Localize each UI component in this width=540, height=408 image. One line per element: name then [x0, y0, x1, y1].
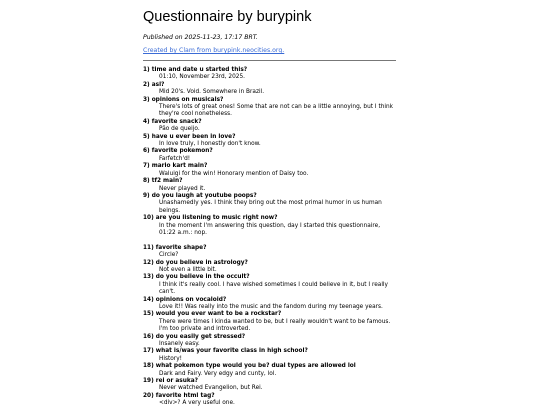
- question: 11) favorite shape?: [143, 244, 207, 251]
- qa-item: [143, 274, 395, 296]
- page-title: Questionnaire by burypink: [143, 9, 312, 25]
- qa-item: [143, 363, 395, 378]
- answer: Never watched Evangelion, but Rei.: [159, 385, 263, 392]
- question: 10) are you listening to music right now?: [143, 215, 278, 222]
- question: 20) favorite html tag?: [143, 392, 215, 399]
- question: 5) have u ever been in love?: [143, 133, 236, 140]
- credit-link[interactable]: Created by Clam from burypink.neocities.org.: [143, 47, 285, 54]
- question: 9) do you laugh at youtube poops?: [143, 192, 257, 199]
- qa-item: [143, 193, 395, 215]
- answer: Pão de queijo.: [159, 126, 200, 133]
- question: 18) what pokemon type would you be? dual types are allowed lol: [143, 363, 356, 370]
- qa-item: [143, 178, 395, 193]
- question: 2) asl?: [143, 81, 165, 88]
- answer: Insanely easy.: [159, 341, 200, 348]
- qa-item: [143, 378, 395, 393]
- qa-item: [143, 67, 395, 82]
- answer: 01:10, November 23rd, 2025.: [159, 74, 246, 81]
- answer: In love truly, I honestly don't know.: [159, 141, 261, 148]
- divider: [143, 60, 396, 61]
- qa-item: [143, 348, 395, 363]
- question: 16) do you easily get stressed?: [143, 333, 246, 340]
- qa-item: [143, 297, 395, 312]
- question: 6) favorite pokemon?: [143, 148, 213, 155]
- qa-item: [143, 245, 395, 260]
- answer: Waluigi for the win! Honorary mention of Daisy too.: [159, 170, 309, 177]
- qa-item: [143, 134, 395, 149]
- answer: Dark and Fairy. Very edgy and cunty, lol.: [159, 370, 277, 377]
- answer: I think it's really cool. I have wished sometimes I could believe in it, but I really can't.: [159, 281, 388, 296]
- qa-item: [143, 215, 395, 237]
- question: 7) mario kart main?: [143, 163, 208, 170]
- answer: <div>? A very useful one.: [159, 400, 235, 407]
- published-date: Published on 2025-11-23, 17:17 BRT.: [143, 34, 258, 41]
- question: 17) what is/was your favorite class in high school?: [143, 348, 308, 355]
- answer: Circle?: [159, 252, 179, 259]
- answer: Never played it.: [159, 185, 206, 192]
- question: 12) do you believe in astrology?: [143, 259, 248, 266]
- answer: There's lots of great ones! Some that are not can be a little annoying, but I think they're cool nonetheless.: [159, 104, 394, 118]
- answer: Farfetch'd!: [159, 155, 191, 162]
- question: 15) would you ever want to be a rockstar?: [143, 311, 282, 318]
- answer: There were times I kinda wanted to be, but I really wouldn't want to be famous. I'm too private and introverted.: [159, 318, 391, 333]
- qa-item: [143, 148, 395, 163]
- qa-item: [143, 311, 395, 333]
- qa-item: [143, 82, 395, 97]
- question: 8) tf2 main?: [143, 178, 183, 185]
- qa-item: [143, 334, 395, 349]
- question: 14) opinions on vocaloid?: [143, 296, 227, 303]
- questionnaire-list: [143, 67, 395, 408]
- question: 19) rei or asuka?: [143, 378, 199, 385]
- qa-item: [143, 260, 395, 275]
- answer: History!: [159, 355, 182, 362]
- question: 3) opinions on musicals?: [143, 96, 224, 103]
- answer: Unashamedly yes. I think they bring out the most primal humor in us human beings.: [159, 200, 382, 214]
- question: 1) time and date u started this?: [143, 67, 248, 73]
- qa-item: [143, 119, 395, 134]
- qa-item: [143, 97, 395, 119]
- answer: In the moment I'm answering this question, day I started this questionnaire, 01:22 a.m.: nop.: [159, 222, 381, 236]
- question: 4) favorite snack?: [143, 118, 202, 125]
- question: 13) do you believe in the occult?: [143, 274, 250, 281]
- answer: Not even a little bit.: [159, 266, 217, 273]
- qa-item: [143, 163, 395, 178]
- answer: Love it!! Was really into the music and the fandom during my teenage years.: [159, 303, 383, 310]
- answer: Mid 20's. Void. Somewhere in Brazil.: [159, 89, 265, 96]
- qa-item: [143, 393, 395, 408]
